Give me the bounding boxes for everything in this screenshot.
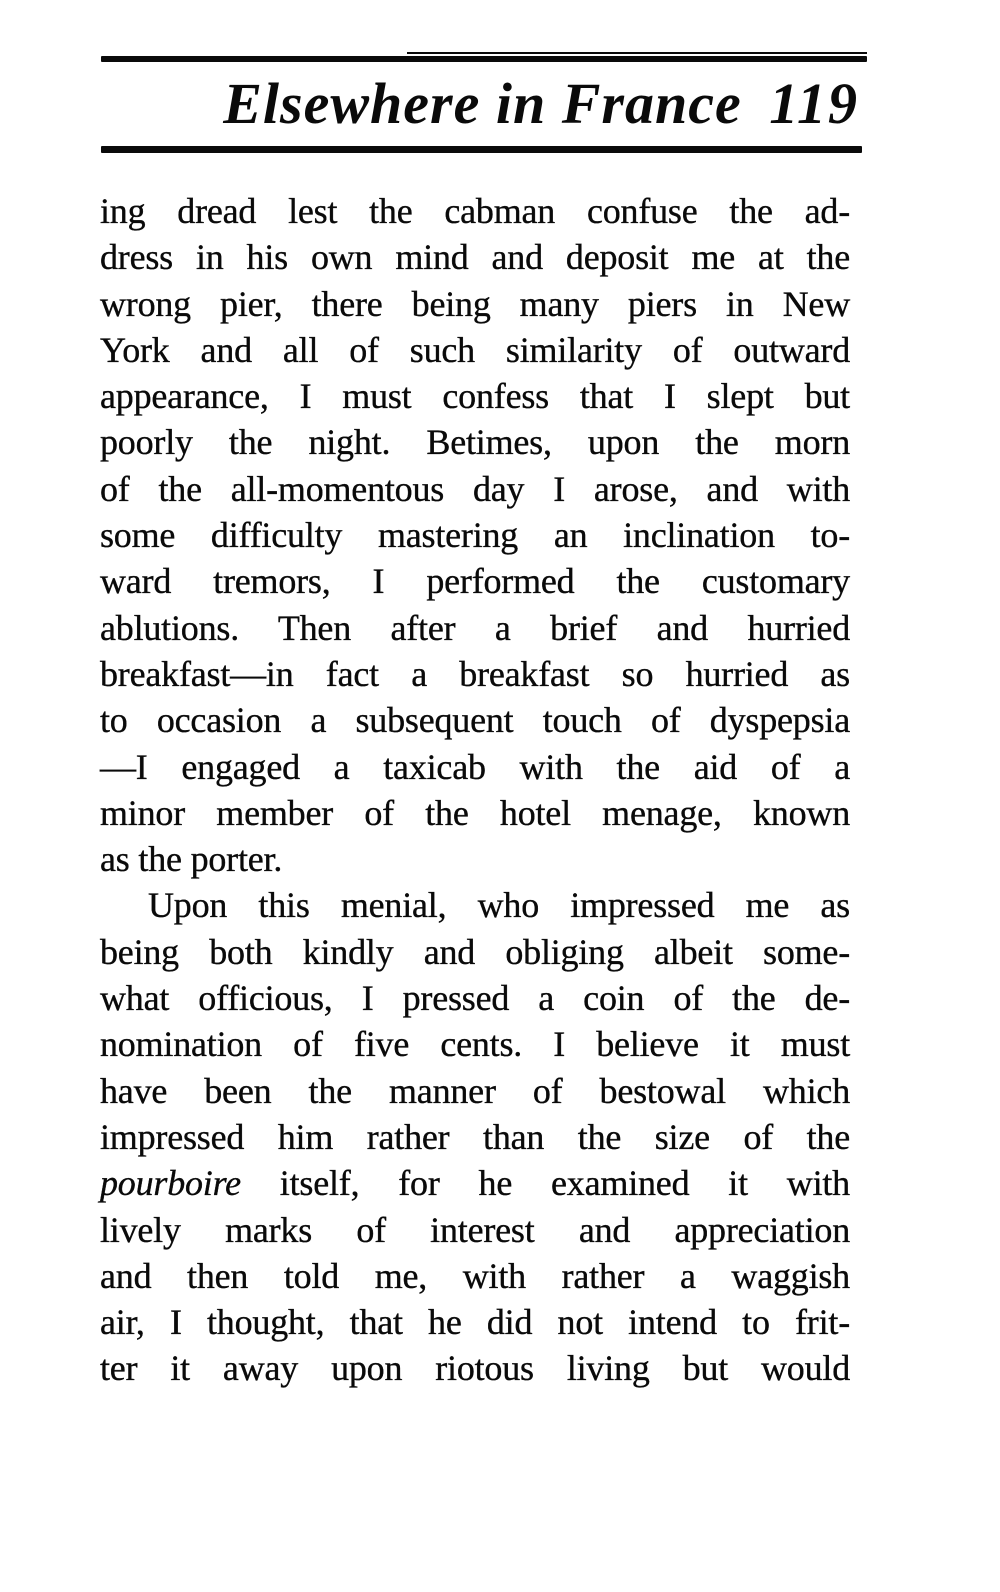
text-line: dress in his own mind and deposit me at the (100, 237, 850, 278)
text-line: lively marks of interest and appreciation (100, 1209, 850, 1250)
text-line: being both kindly and obliging albeit some- (100, 931, 850, 972)
paragraph-2 (100, 882, 850, 1391)
paragraph-1 (100, 188, 850, 882)
text-line: ward tremors, I performed the customary (100, 561, 850, 602)
text-line: nomination of five cents. I believe it must (100, 1024, 850, 1065)
page-number: 119 (769, 71, 859, 136)
body-text (100, 188, 850, 1392)
text-line: breakfast—in fact a breakfast so hurried as (100, 653, 850, 694)
text-line: as the porter. (100, 839, 283, 880)
header-rule-bottom (101, 146, 862, 153)
text-line: of the all-momentous day I arose, and with (100, 468, 850, 509)
pourboire-italic-word: pourboire (100, 1163, 241, 1204)
text-line: impressed him rather than the size of the (100, 1116, 850, 1157)
pourboire-line-rest: itself, for he examined it with (279, 1163, 850, 1204)
text-line: appearance, I must confess that I slept but (100, 376, 850, 417)
text-line: ablutions. Then after a brief and hurried (100, 607, 850, 648)
text-line: to occasion a subsequent touch of dyspepsia (100, 700, 850, 741)
text-line: have been the manner of bestowal which (100, 1070, 850, 1111)
text-line: York and all of such similarity of outward (100, 329, 850, 370)
text-line: some difficulty mastering an inclination to- (100, 515, 850, 556)
running-header (100, 62, 865, 146)
text-line: ing dread lest the cabman confuse the ad- (100, 191, 850, 231)
text-line: air, I thought, that he did not intend to frit- (100, 1302, 850, 1343)
text-line-pourboire (100, 1160, 850, 1206)
text-line: ter it away upon riotous living but would (100, 1348, 850, 1389)
text-line: Upon this menial, who impressed me as (148, 885, 850, 926)
text-line: what officious, I pressed a coin of the de- (100, 978, 850, 1019)
text-line: poorly the night. Betimes, upon the morn (100, 422, 850, 463)
text-line: minor member of the hotel menage, known (100, 792, 850, 833)
chapter-title: Elsewhere in France (223, 71, 742, 136)
text-line: and then told me, with rather a waggish (100, 1255, 850, 1296)
text-line: wrong pier, there being many piers in New (100, 283, 850, 324)
text-line: —I engaged a taxicab with the aid of a (100, 746, 850, 787)
